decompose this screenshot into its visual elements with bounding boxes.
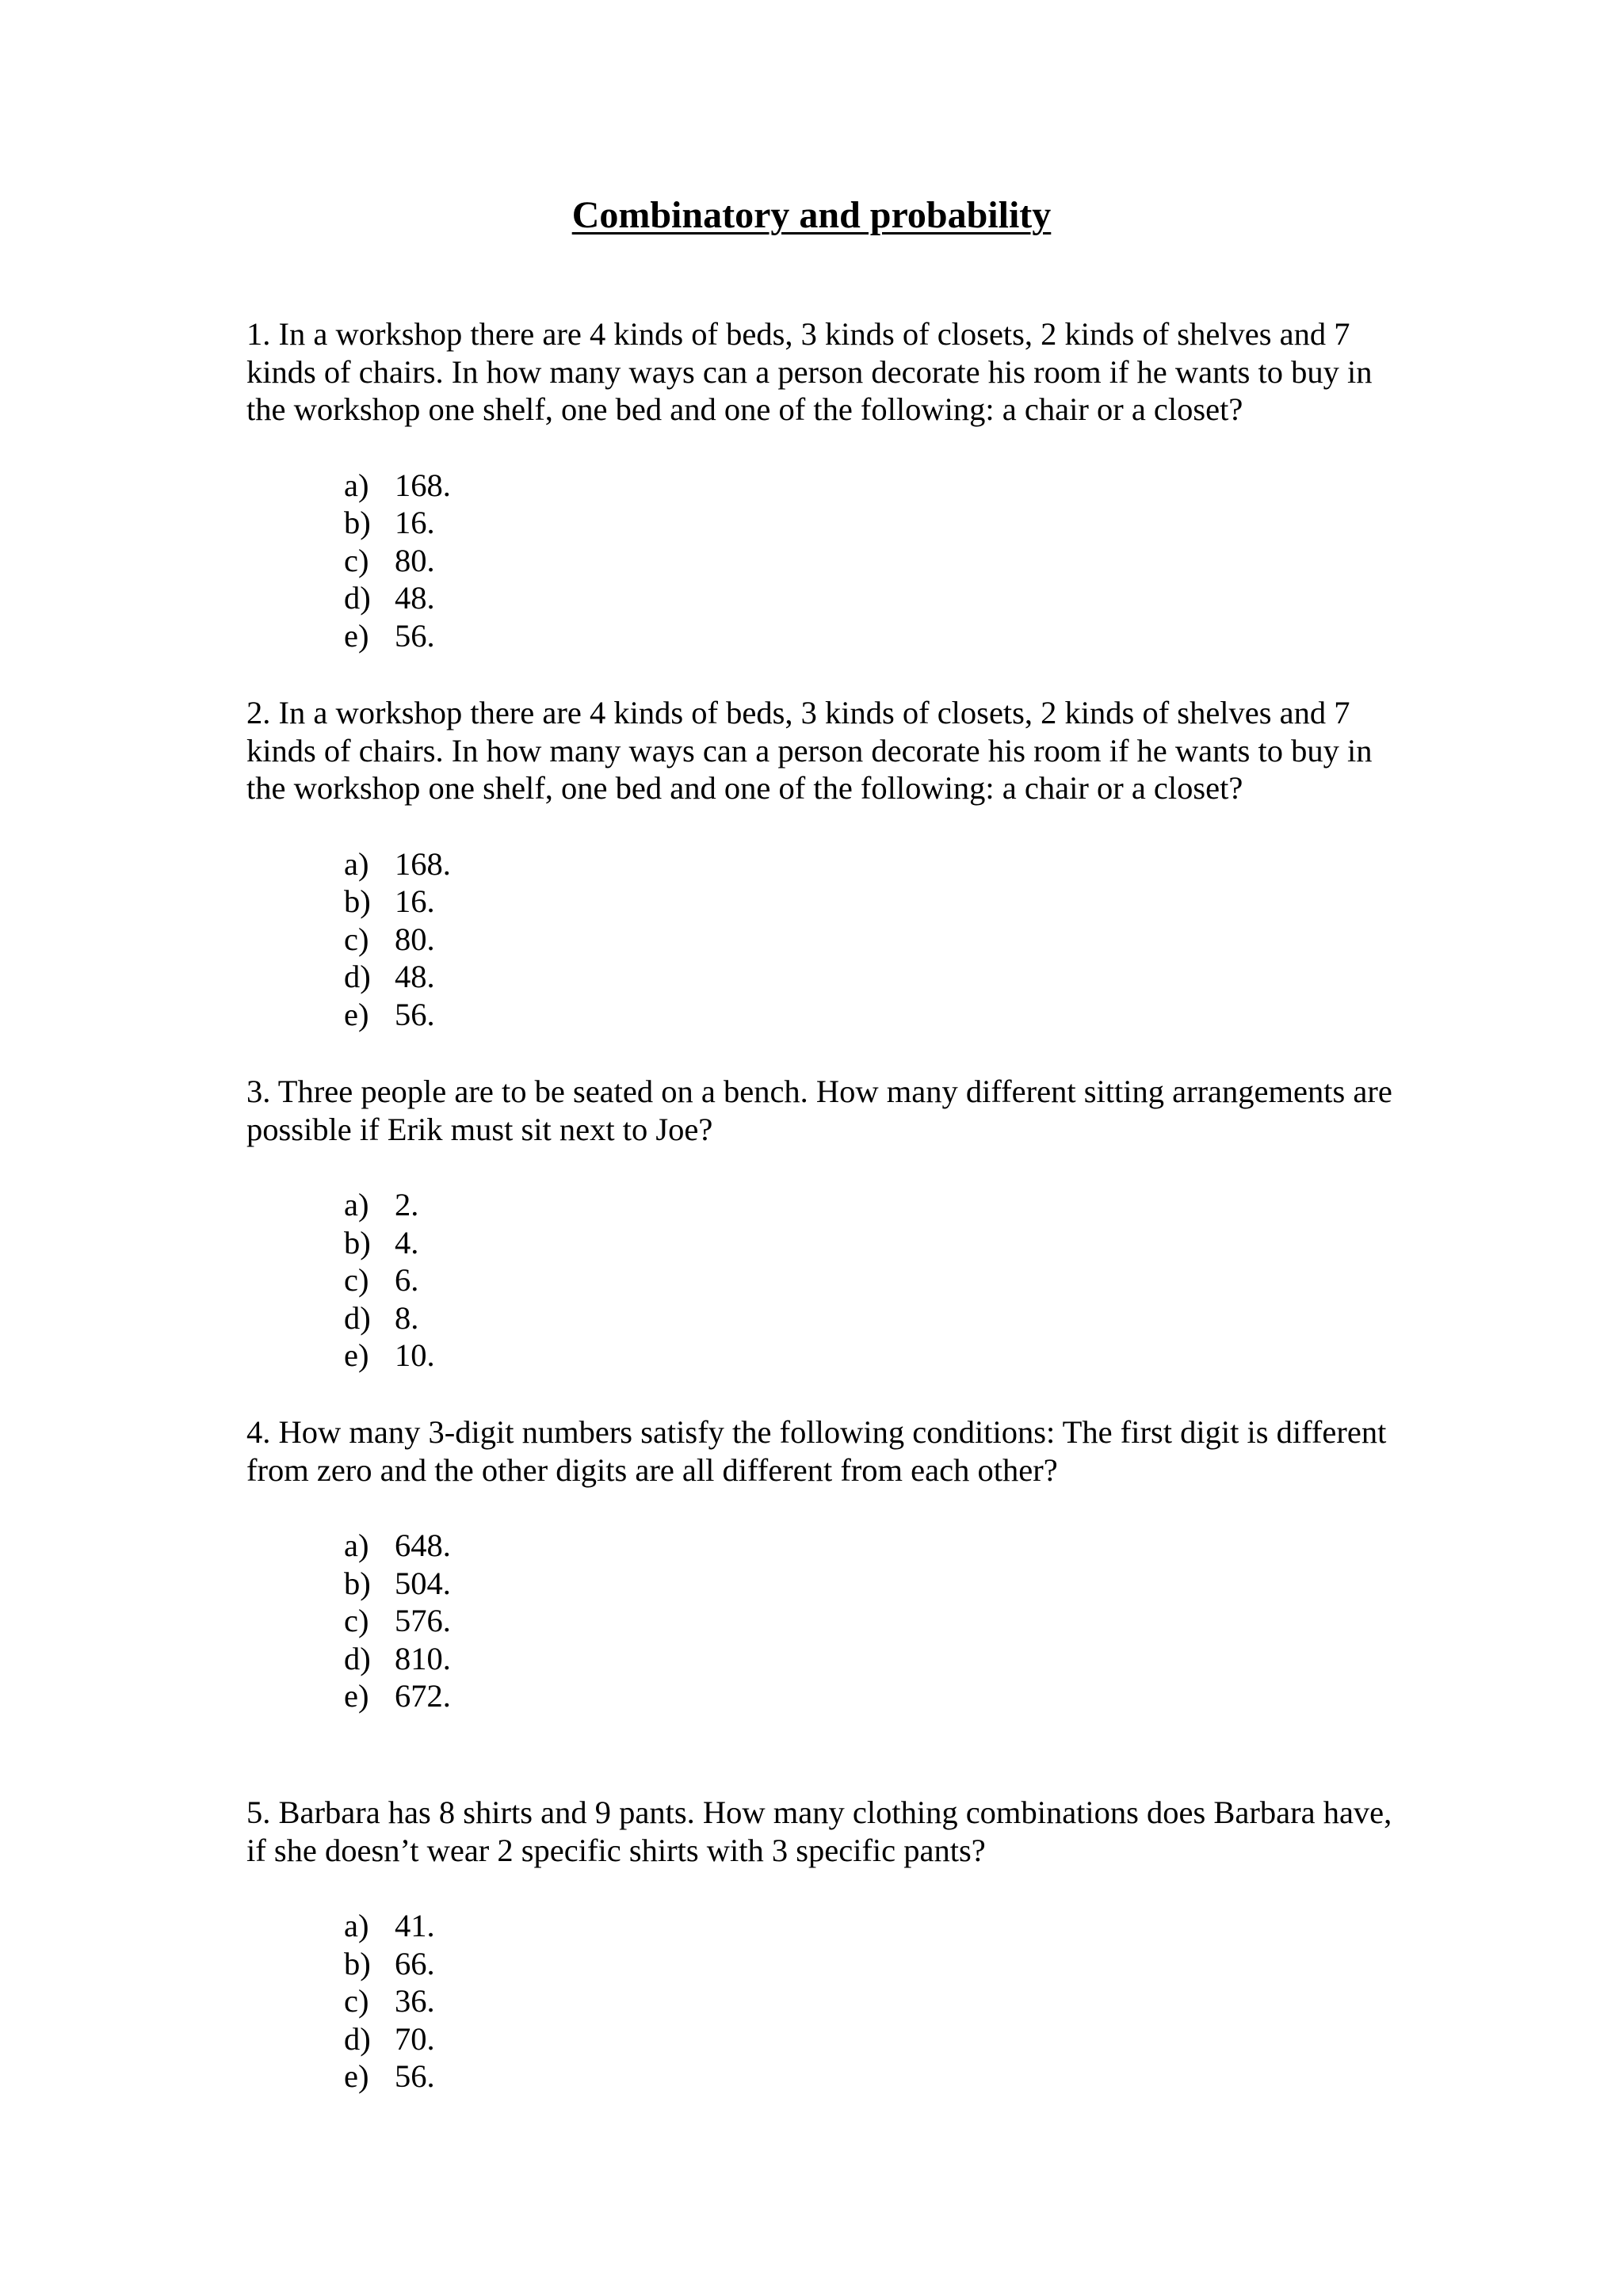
- option-value: 810.: [395, 1640, 451, 1676]
- option-letter: b): [344, 1565, 371, 1601]
- answer-option-a: [344, 845, 1403, 883]
- option-letter: c): [344, 921, 369, 957]
- option-value: 56.: [395, 617, 435, 654]
- answer-option-c: [344, 542, 1403, 580]
- answer-option-d: [344, 958, 1403, 996]
- option-value: 41.: [395, 1908, 435, 1943]
- option-letter: c): [344, 1262, 369, 1298]
- answer-option-e: [344, 617, 1403, 655]
- answer-option-e: [344, 1337, 1403, 1375]
- option-value: 576.: [395, 1603, 451, 1638]
- option-value: 168.: [395, 467, 451, 503]
- option-letter: d): [344, 580, 371, 616]
- answer-options: [246, 845, 1403, 1034]
- answer-option-e: [344, 1677, 1403, 1715]
- option-value: 2.: [395, 1187, 419, 1222]
- option-value: 56.: [395, 2058, 435, 2094]
- option-letter: e): [344, 1337, 369, 1373]
- option-letter: d): [344, 959, 371, 994]
- option-letter: a): [344, 1527, 369, 1563]
- option-letter: b): [344, 1945, 371, 1981]
- option-value: 648.: [395, 1527, 451, 1563]
- answer-option-d: [344, 1640, 1403, 1678]
- answer-option-c: [344, 1602, 1403, 1640]
- question-5: [246, 1794, 1403, 2096]
- answer-option-d: [344, 579, 1403, 617]
- answer-options: [246, 1186, 1403, 1375]
- option-letter: d): [344, 1640, 371, 1676]
- option-letter: b): [344, 1224, 371, 1261]
- option-value: 10.: [395, 1337, 435, 1373]
- option-value: 80.: [395, 921, 435, 957]
- answer-option-b: [344, 1224, 1403, 1262]
- question-2: [246, 694, 1403, 1033]
- answer-option-c: [344, 1261, 1403, 1299]
- answer-option-e: [344, 996, 1403, 1034]
- answer-option-b: [344, 1945, 1403, 1983]
- option-value: 672.: [395, 1678, 451, 1714]
- answer-option-d: [344, 2020, 1403, 2058]
- answer-options: [246, 1527, 1403, 1715]
- answer-option-a: [344, 1907, 1403, 1945]
- question-text: 5. Barbara has 8 shirts and 9 pants. How many clothing combinations does Barbara have, if she doesn’t wear 2 specific shirts with 3 specific pants?: [246, 1794, 1392, 1868]
- option-value: 80.: [395, 542, 435, 578]
- option-letter: c): [344, 542, 369, 578]
- question-4: [246, 1413, 1403, 1715]
- option-letter: e): [344, 996, 369, 1032]
- question-text: 2. In a workshop there are 4 kinds of beds, 3 kinds of closets, 2 kinds of shelves and 7 kinds of chairs. In how many ways can a person decorate his room if he wants to buy in the workshop one shelf, one bed and one of the following: a chair or a closet?: [246, 695, 1373, 806]
- answer-options: [246, 1907, 1403, 2096]
- option-value: 48.: [395, 959, 435, 994]
- option-letter: e): [344, 617, 369, 654]
- answer-option-a: [344, 467, 1403, 505]
- answer-option-c: [344, 1982, 1403, 2020]
- page-title: Combinatory and probability: [571, 194, 1052, 236]
- question-3: [246, 1073, 1403, 1375]
- option-value: 6.: [395, 1262, 419, 1298]
- option-letter: e): [344, 2058, 369, 2094]
- option-value: 168.: [395, 845, 451, 882]
- option-value: 8.: [395, 1299, 419, 1336]
- option-letter: b): [344, 883, 371, 919]
- option-value: 36.: [395, 1983, 435, 2019]
- option-value: 16.: [395, 505, 435, 540]
- option-value: 70.: [395, 2020, 435, 2057]
- option-letter: a): [344, 845, 369, 882]
- answer-option-e: [344, 2058, 1403, 2096]
- answer-option-b: [344, 883, 1403, 921]
- option-letter: e): [344, 1678, 369, 1714]
- option-letter: c): [344, 1983, 369, 2019]
- option-letter: a): [344, 1908, 369, 1943]
- question-text: 3. Three people are to be seated on a bench. How many different sitting arrangements are possible if Erik must sit next to Joe?: [246, 1074, 1392, 1147]
- question-text: 4. How many 3-digit numbers satisfy the following conditions: The first digit is different from zero and the other digits are all different from each other?: [246, 1414, 1387, 1488]
- option-letter: c): [344, 1603, 369, 1638]
- answer-options: [246, 467, 1403, 655]
- answer-option-c: [344, 921, 1403, 959]
- option-letter: a): [344, 467, 369, 503]
- option-value: 48.: [395, 580, 435, 616]
- answer-option-b: [344, 1565, 1403, 1603]
- option-letter: b): [344, 505, 371, 540]
- question-text: 1. In a workshop there are 4 kinds of beds, 3 kinds of closets, 2 kinds of shelves and 7 kinds of chairs. In how many ways can a person decorate his room if he wants to buy in the workshop one shelf, one bed and one of the following: a chair or a closet?: [246, 316, 1373, 427]
- option-value: 66.: [395, 1945, 435, 1981]
- option-letter: a): [344, 1187, 369, 1222]
- answer-option-a: [344, 1527, 1403, 1565]
- question-1: [246, 315, 1403, 654]
- answer-option-b: [344, 504, 1403, 542]
- answer-option-d: [344, 1299, 1403, 1337]
- option-letter: d): [344, 2020, 371, 2057]
- answer-option-a: [344, 1186, 1403, 1224]
- option-letter: d): [344, 1299, 371, 1336]
- option-value: 504.: [395, 1565, 451, 1601]
- option-value: 4.: [395, 1224, 419, 1261]
- option-value: 56.: [395, 996, 435, 1032]
- option-value: 16.: [395, 883, 435, 919]
